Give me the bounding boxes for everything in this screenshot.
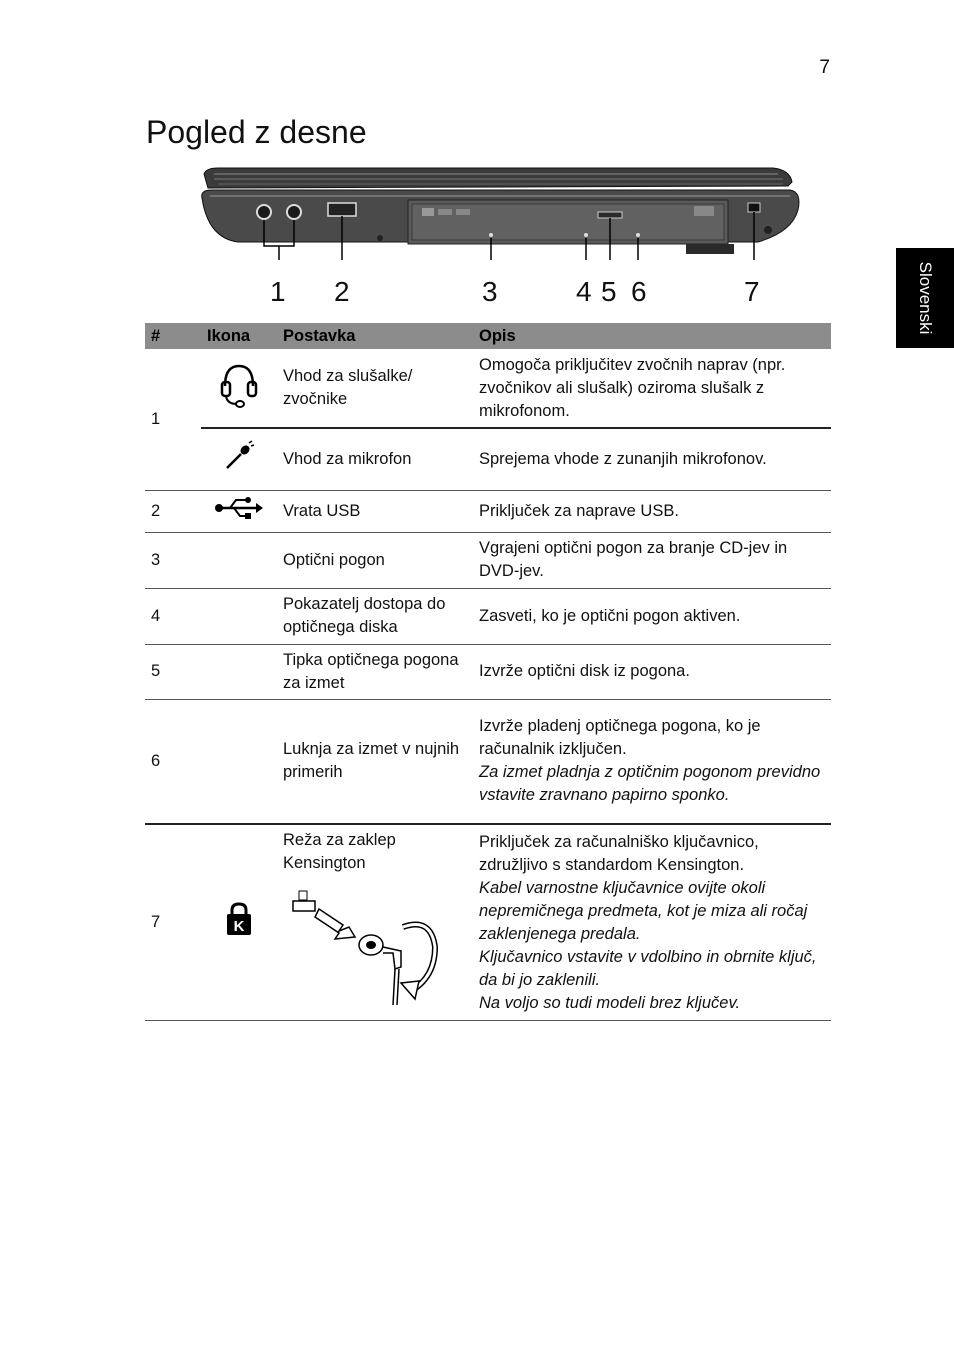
description-note: Za izmet pladnja z optičnim pogonom previdno vstavite zravnano papirno sponko. xyxy=(479,763,821,805)
description-text: Izvrže pladenj optičnega pogona, ko je računalnik izključen. xyxy=(479,717,761,759)
row-icon-cell xyxy=(201,349,277,428)
table-row xyxy=(145,699,831,824)
kensington-lock-icon xyxy=(224,901,254,937)
callout-6: 6 xyxy=(631,276,647,307)
description-note: Na voljo so tudi modeli brez ključev. xyxy=(479,993,741,1012)
row-item: Pokazatelj dostopa do optičnega diska xyxy=(277,588,473,644)
ports-table xyxy=(145,323,831,1021)
row-number: 6 xyxy=(145,699,201,824)
header-item: Postavka xyxy=(277,323,473,349)
callout-3: 3 xyxy=(482,276,498,307)
table-row xyxy=(145,428,831,490)
row-icon-cell xyxy=(201,699,277,824)
callout-1: 1 xyxy=(270,276,286,307)
callout-7: 7 xyxy=(744,276,760,307)
description-text: Vgrajeni optični pogon za branje CD-jev in DVD-jev. xyxy=(479,539,788,580)
table-row xyxy=(145,532,831,588)
page-number: 7 xyxy=(819,57,830,78)
row-icon-cell xyxy=(201,588,277,644)
row-description xyxy=(473,532,831,588)
table-row xyxy=(145,644,831,699)
table-row xyxy=(145,824,831,1021)
row-item-cell xyxy=(277,824,473,1021)
table-row xyxy=(145,588,831,644)
row-item: Optični pogon xyxy=(277,532,473,588)
header-description: Opis xyxy=(473,323,831,349)
row-item: Vhod za mikrofon xyxy=(277,428,473,490)
kensington-lock-illustration xyxy=(283,887,443,1009)
row-icon-cell xyxy=(201,644,277,699)
description-text: Zasveti, ko je optični pogon aktiven. xyxy=(479,606,741,625)
table-header-row xyxy=(145,323,831,349)
microphone-icon xyxy=(223,440,255,472)
callout-numbers xyxy=(0,276,954,316)
row-description xyxy=(473,644,831,699)
row-number: 2 xyxy=(145,490,201,532)
row-description xyxy=(473,824,831,1021)
language-tab-label: Slovenski xyxy=(916,261,935,335)
row-number: 4 xyxy=(145,588,201,644)
description-note: Kabel varnostne ključavnice ovijte okoli nepremičnega predmeta, kot je miza ali ročaj zaklenjenega predala. xyxy=(479,878,808,943)
row-item: Reža za zaklep Kensington xyxy=(283,831,396,872)
row-number: 7 xyxy=(145,824,201,1021)
row-item: Luknja za izmet v nujnih primerih xyxy=(277,699,473,824)
callout-5: 5 xyxy=(601,276,617,307)
usb-icon xyxy=(214,496,264,520)
description-note: Ključavnico vstavite v vdolbino in obrnite ključ, da bi jo zaklenili. xyxy=(479,947,817,989)
row-description xyxy=(473,349,831,428)
row-number: 1 xyxy=(145,349,201,490)
header-number: # xyxy=(145,323,201,349)
headset-icon xyxy=(219,360,259,410)
row-description xyxy=(473,490,831,532)
row-number: 3 xyxy=(145,532,201,588)
row-item: Vrata USB xyxy=(277,490,473,532)
description-text: Omogoča priključitev zvočnih naprav (npr. zvočnikov ali slušalk) oziroma slušalk z mikrofonom. xyxy=(479,355,786,420)
row-item: Tipka optičnega pogona za izmet xyxy=(277,644,473,699)
description-text: Sprejema vhode z zunanjih mikrofonov. xyxy=(479,449,767,468)
description-text: Izvrže optični disk iz pogona. xyxy=(479,662,690,680)
row-number: 5 xyxy=(145,644,201,699)
page-title: Pogled z desne xyxy=(146,114,367,150)
header-icon: Ikona xyxy=(201,323,277,349)
row-icon-cell xyxy=(201,490,277,532)
row-icon-cell xyxy=(201,532,277,588)
row-icon-cell xyxy=(201,824,277,1021)
description-text: Priključek za računalniško ključavnico, združljivo s standardom Kensington. xyxy=(479,832,759,874)
row-item: Vhod za slušalke/ zvočnike xyxy=(277,349,473,428)
callout-4: 4 xyxy=(576,276,592,307)
laptop-right-side-illustration xyxy=(198,160,808,260)
row-icon-cell xyxy=(201,428,277,490)
callout-2: 2 xyxy=(334,276,350,307)
row-description xyxy=(473,699,831,824)
svg-text:K: K xyxy=(233,918,245,935)
row-description xyxy=(473,588,831,644)
table-row xyxy=(145,490,831,532)
description-text: Priključek za naprave USB. xyxy=(479,501,679,520)
table-row xyxy=(145,349,831,428)
row-description xyxy=(473,428,831,490)
